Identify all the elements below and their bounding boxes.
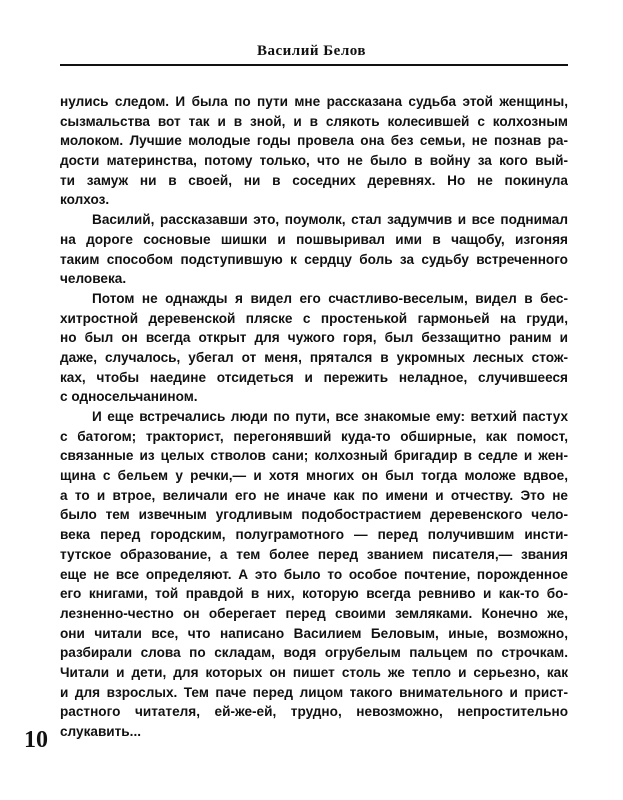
text-line: связанные из целых стволов сани; колхозный бригадир в седле и жен- (60, 448, 568, 464)
text-line: Потом не однажды я видел его счастливо-веселым, видел в бес- (92, 290, 568, 306)
text-line: с односельчанином. (60, 389, 198, 405)
running-head: Василий Белов (257, 43, 366, 59)
text-line: слукавить... (60, 724, 141, 739)
text-line: Читали и дети, для которых он пишет столь же тепло и серьезно, как (60, 664, 568, 680)
page-number: 10 (24, 727, 48, 753)
text-line: на дороге сосновые шишки и пошвыривал ими в чащобу, изгоняя (60, 231, 568, 247)
header-rule (60, 64, 568, 66)
text-line: таким способом подступившую к сердцу боль за судьбу встреченного (60, 251, 568, 267)
text-line: лезненно-честно он оберегает перед своими земляками. Конечно же, (60, 605, 568, 621)
text-line: человека. (60, 271, 127, 287)
text-line: ках, чтобы наедине отсидеться и пережить неладное, случившееся (60, 369, 568, 385)
text-line: и для взрослых. Тем паче перед лицом такого внимательного и прист- (60, 684, 568, 700)
text-line: но был он всегда открыт для чужого горя, был беззащитно раним и (60, 330, 568, 346)
text-line: даже, случалось, убегал от меня, прятался в укромных лесных стож- (60, 349, 568, 365)
text-line: щина с бельем у речки,— и хотя многих он был тогда моложе вдвое, (60, 468, 568, 484)
text-line: сызмальства вот так и в зной, и в слякоть колесившей с колхозным (60, 113, 568, 129)
text-line: еще не все определяют. А это было то особое почтение, порожденное (60, 566, 568, 582)
text-line: они читали все, что написано Василием Беловым, иные, возможно, (60, 625, 568, 641)
text-line: века перед городским, полуграмотного — перед получившим инсти- (60, 527, 568, 543)
text-line: тутское образование, а тем более перед званием писателя,— звания (60, 546, 568, 562)
text-line: хитростной деревенской пляске с простенькой гармоньей на груди, (60, 310, 568, 326)
text-line: а то и втрое, величали его не иначе как по имени и отчеству. Это не (60, 487, 568, 503)
text-line: растного читателя, ей-же-ей, трудно, невозможно, непростительно (60, 704, 568, 720)
body-text (60, 92, 568, 742)
text-line: молоком. Лучшие молодые годы провела она без семьи, не познав ра- (60, 133, 568, 149)
text-line: И еще встречались люди по пути, все знакомые ему: ветхий пастух (92, 409, 568, 424)
text-line: было тем извечным угодливым подобострастием деревенского чело- (60, 507, 568, 523)
text-line: разбирали слова по складам, водя огрубелым пальцем по строчкам. (60, 645, 568, 661)
text-line: ти замуж ни в своей, ни в соседних деревнях. Но не покинула (60, 172, 568, 188)
text-line: с батогом; тракторист, перегонявший куда-то обширные, как помост, (60, 428, 568, 444)
text-line: нулись следом. И была по пути мне рассказана судьба этой женщины, (60, 94, 568, 109)
text-line: Василий, рассказавши это, поумолк, стал задумчив и все поднимал (92, 212, 568, 228)
text-line: дости материнства, потому только, что не было в войну за кого вый- (60, 153, 568, 169)
text-line: колхоз. (60, 192, 110, 208)
text-line: его книгами, той правдой в них, которую всегда ревниво и как-то бо- (60, 586, 568, 602)
